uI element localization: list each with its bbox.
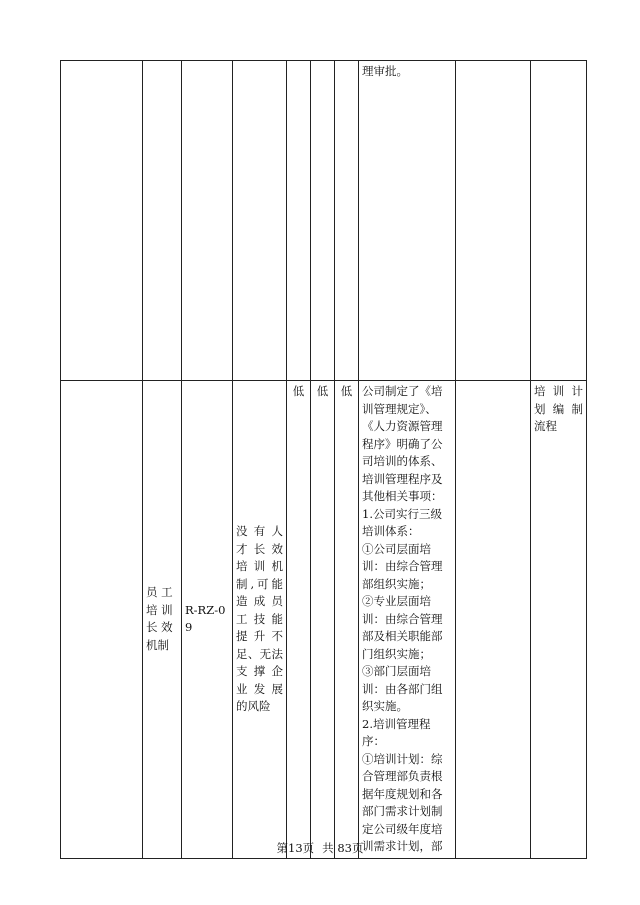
risk-code-line: R-RZ-0 xyxy=(185,602,226,617)
cell-related-process xyxy=(531,61,587,381)
control-description-line: ③部门层面培 xyxy=(362,664,431,678)
control-description-line: 织实施。 xyxy=(362,699,408,713)
cell-control-evidence xyxy=(456,381,531,859)
control-description-line: 培训体系： xyxy=(362,524,420,538)
control-description-line: 司培训的体系、 xyxy=(362,454,443,468)
page-number: 第13页 xyxy=(276,841,315,855)
table-row-continued xyxy=(61,61,587,381)
control-description-line: 公司制定了《培 xyxy=(362,384,443,398)
cell-control-evidence xyxy=(456,61,531,381)
control-description-line: 程序》明确了公 xyxy=(362,436,443,451)
cell-impact xyxy=(311,381,335,859)
cell-process-category xyxy=(61,61,143,381)
risk-description-line: 提 升 不 xyxy=(236,629,283,643)
cell-risk-point xyxy=(143,381,182,859)
control-description-line: 训管理规定》、 xyxy=(362,401,437,416)
risk-description-line: 业 发 展 xyxy=(236,681,283,696)
risk-description-line: 的风险 xyxy=(236,699,271,713)
risk-description-line: 培 训 机 xyxy=(236,559,283,573)
table-row-training xyxy=(61,381,587,859)
cell-risk-code xyxy=(182,381,233,859)
cell-impact xyxy=(311,61,335,381)
cell-risk-level xyxy=(335,381,359,859)
cell-risk-level xyxy=(335,61,359,381)
risk-description-line: 才 长 效 xyxy=(236,541,283,556)
control-description-line: 部及相关职能部 xyxy=(362,629,443,643)
cell-related-process xyxy=(531,381,587,859)
control-description-line: 《人力资源管理 xyxy=(362,419,443,433)
control-description-line: 训：由各部门组 xyxy=(362,681,443,696)
cell-likelihood xyxy=(287,61,311,381)
control-description-line: 部组织实施； xyxy=(362,576,431,591)
cell-control-description xyxy=(359,381,456,859)
cell-process-category xyxy=(61,381,143,859)
risk-description-line: 制,可能 xyxy=(236,576,283,591)
cell-likelihood xyxy=(287,381,311,859)
risk-description-line: 造 成 员 xyxy=(236,594,283,608)
related-process-line: 流程 xyxy=(534,419,557,433)
control-description-line: 部门需求计划制 xyxy=(362,804,443,818)
cell-risk-point xyxy=(143,61,182,381)
control-description-line: 合管理部负责根 xyxy=(362,769,443,783)
risk-point-line: 长 效 xyxy=(146,620,173,635)
risk-description-line: 支 撑 企 xyxy=(236,664,283,678)
risk-point-line: 培 训 xyxy=(146,602,173,617)
control-description-line: 训：由综合管理 xyxy=(362,559,443,573)
likelihood-value: 低 xyxy=(292,384,305,398)
control-description-line: 其他相关事项： xyxy=(362,489,443,503)
risk-code-line: 9 xyxy=(185,620,193,635)
risk-point-line: 员 工 xyxy=(146,585,173,600)
control-description-line: 2.培训管理程 xyxy=(362,716,431,731)
control-description-line: ②专业层面培 xyxy=(362,594,431,608)
related-process-line: 划 编 制 xyxy=(534,401,583,416)
control-description-line: 1.公司实行三级 xyxy=(362,506,442,521)
related-process-line: 培 训 计 xyxy=(534,384,583,398)
cell-risk-code xyxy=(182,61,233,381)
risk-description-line: 足、无法 xyxy=(236,646,283,661)
risk-level-value: 低 xyxy=(340,384,353,398)
control-description-line: ①公司层面培 xyxy=(362,541,431,556)
control-description-line: 培训管理程序及 xyxy=(362,471,443,486)
control-description-line: 训需求计划，部 xyxy=(362,839,443,853)
control-description-line: 序： xyxy=(362,734,385,748)
impact-value: 低 xyxy=(316,384,329,398)
control-description-line: 训：由综合管理 xyxy=(362,611,443,626)
cell-risk-description xyxy=(233,61,287,381)
control-description-line: 定公司级年度培 xyxy=(362,821,443,836)
control-description-line: 门组织实施； xyxy=(362,646,431,661)
page-total: 共 83页 xyxy=(322,841,364,855)
risk-description-line: 没 有 人 xyxy=(236,524,283,538)
risk-description-line: 工 技 能 xyxy=(236,611,283,626)
risk-point-line: 机制 xyxy=(146,637,169,652)
page-footer xyxy=(0,840,640,856)
control-description-line: ①培训计划：综 xyxy=(362,751,443,766)
control-description-text: 理审批。 xyxy=(362,64,408,78)
risk-control-table xyxy=(60,60,587,859)
cell-control-description xyxy=(359,61,456,381)
control-description-line: 据年度规划和各 xyxy=(362,786,443,801)
cell-risk-description xyxy=(233,381,287,859)
